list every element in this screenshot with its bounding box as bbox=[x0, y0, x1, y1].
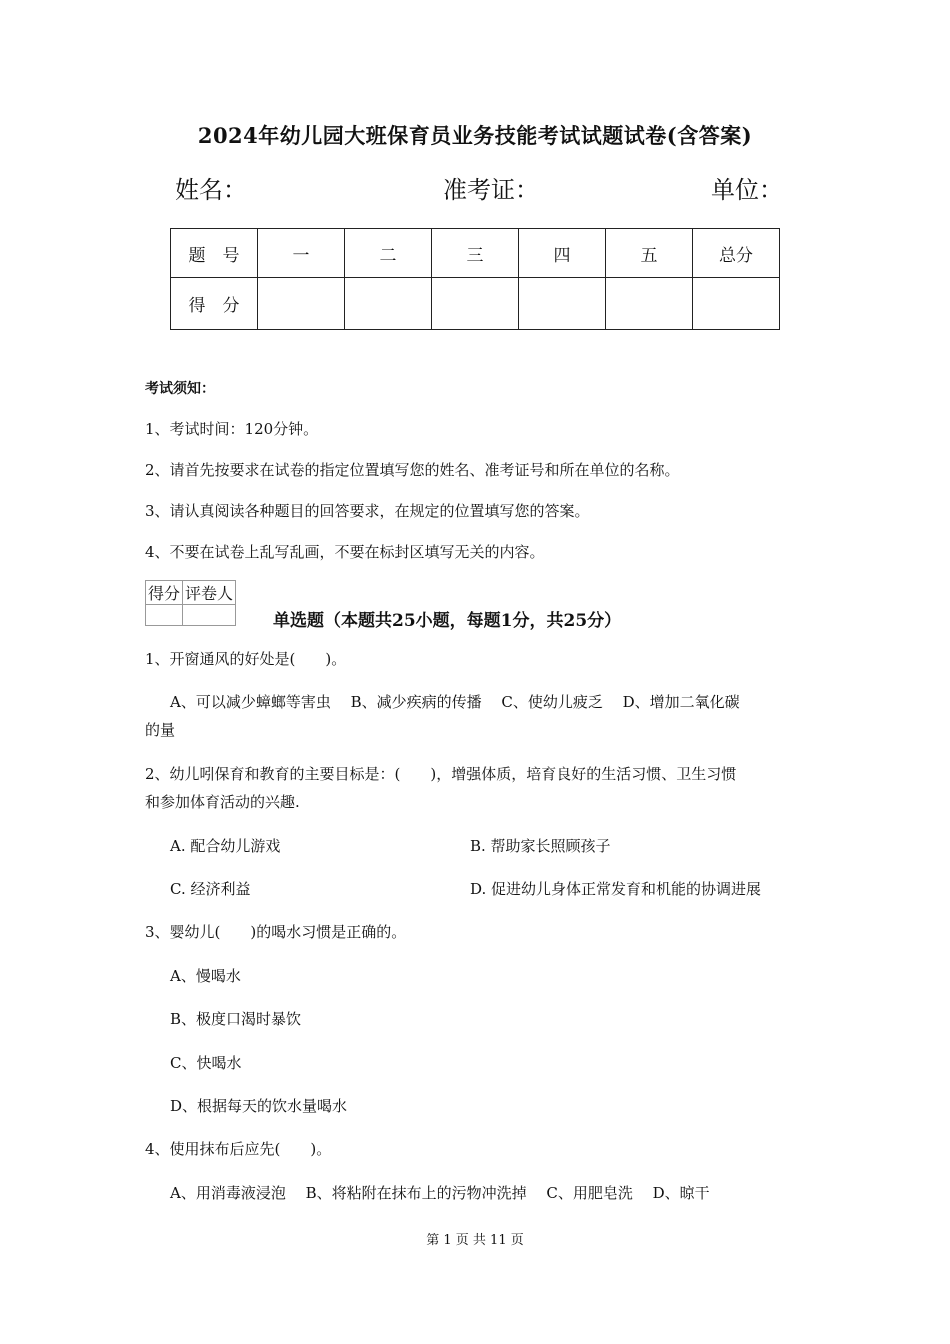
question-1-options-cont: 的量 bbox=[145, 721, 176, 739]
grader-box bbox=[145, 580, 236, 626]
grader-name-label: 评卷人 bbox=[183, 581, 236, 605]
notice-item: 3、请认真阅读各种题目的回答要求，在规定的位置填写您的答案。 bbox=[145, 502, 590, 520]
score-table-header: 题 号 bbox=[171, 229, 258, 278]
question-3-option-d: D、根据每天的饮水量喝水 bbox=[170, 1097, 348, 1115]
score-cell[interactable] bbox=[606, 278, 693, 330]
score-row-label: 得 分 bbox=[171, 278, 258, 330]
exam-id-field-label: 准考证： bbox=[443, 176, 539, 204]
question-2-stem-cont: 和参加体育活动的兴趣. bbox=[145, 793, 300, 811]
score-cell[interactable] bbox=[693, 278, 780, 330]
question-1-options: A、可以减少蟑螂等害虫 B、减少疾病的传播 C、使幼儿疲乏 D、增加二氧化碳 bbox=[170, 693, 740, 711]
question-2-option-d: D. 促进幼儿身体正常发育和机能的协调进展 bbox=[470, 880, 762, 898]
question-1-stem: 1、开窗通风的好处是( )。 bbox=[145, 650, 347, 668]
score-table-header: 二 bbox=[345, 229, 432, 278]
question-2-stem: 2、幼儿吲保育和教育的主要目标是：( )，增强体质，培育良好的生活习惯、卫生习惯 bbox=[145, 765, 737, 783]
question-4-stem: 4、使用抹布后应先( )。 bbox=[145, 1140, 332, 1158]
notice-item: 2、请首先按要求在试卷的指定位置填写您的姓名、准考证号和所在单位的名称。 bbox=[145, 461, 680, 479]
grader-name-cell[interactable] bbox=[183, 605, 236, 626]
score-table-header: 总分 bbox=[693, 229, 780, 278]
score-table-header: 一 bbox=[258, 229, 345, 278]
question-2-option-a: A. 配合幼儿游戏 bbox=[170, 837, 281, 855]
score-table bbox=[170, 228, 780, 330]
question-3-option-a: A、慢喝水 bbox=[170, 967, 241, 985]
unit-field-label: 单位： bbox=[711, 176, 783, 204]
question-2-option-c: C. 经济利益 bbox=[170, 880, 251, 898]
score-table-header-row bbox=[171, 229, 780, 278]
score-table-header: 五 bbox=[606, 229, 693, 278]
score-table-score-row bbox=[171, 278, 780, 330]
notice-item: 4、不要在试卷上乱写乱画，不要在标封区填写无关的内容。 bbox=[145, 543, 545, 561]
question-3-option-b: B、极度口渴时暴饮 bbox=[170, 1010, 302, 1028]
score-table-header: 四 bbox=[519, 229, 606, 278]
question-2-option-b: B. 帮助家长照顾孩子 bbox=[470, 837, 611, 855]
score-cell[interactable] bbox=[258, 278, 345, 330]
section-title: 单选题（本题共25小题，每题1分，共25分） bbox=[273, 611, 622, 631]
notice-heading: 考试须知： bbox=[145, 381, 215, 397]
page-title: 2024年幼儿园大班保育员业务技能考试试题试卷(含答案) bbox=[197, 123, 753, 148]
page-footer: 第 1 页 共 11 页 bbox=[426, 1233, 524, 1248]
question-3-stem: 3、婴幼儿( )的喝水习惯是正确的。 bbox=[145, 923, 407, 941]
score-cell[interactable] bbox=[432, 278, 519, 330]
score-table-header: 三 bbox=[432, 229, 519, 278]
grader-score-cell[interactable] bbox=[146, 605, 183, 626]
score-cell[interactable] bbox=[345, 278, 432, 330]
score-cell[interactable] bbox=[519, 278, 606, 330]
grader-score-label: 得分 bbox=[146, 581, 183, 605]
question-4-options: A、用消毒液浸泡 B、将粘附在抹布上的污物冲洗掉 C、用肥皂洗 D、晾干 bbox=[170, 1184, 710, 1202]
question-3-option-c: C、快喝水 bbox=[170, 1054, 242, 1072]
notice-item: 1、考试时间：120分钟。 bbox=[145, 420, 319, 438]
name-field-label: 姓名： bbox=[175, 176, 247, 204]
